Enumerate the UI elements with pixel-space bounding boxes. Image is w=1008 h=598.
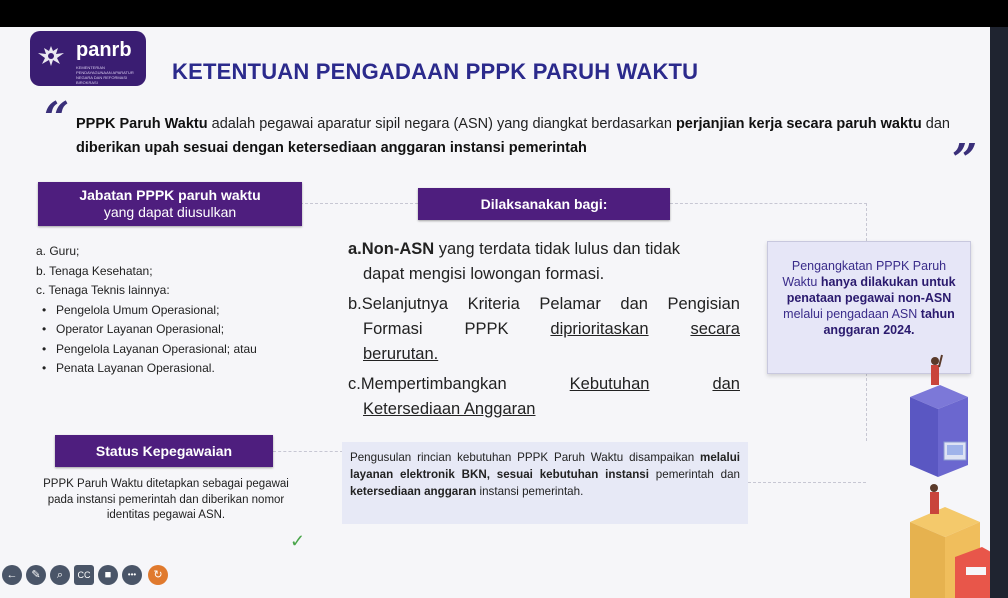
connector-line [300, 203, 418, 204]
open-quote-icon: “ [44, 93, 70, 144]
page-title: KETENTUAN PENGADAAN PPPK PARUH WAKTU [172, 59, 699, 84]
list-subitem: • Pengelola Umum Operasional; [36, 301, 257, 321]
captions-icon[interactable]: CC [74, 565, 94, 585]
info-box: Pengangkatan PPPK Paruh Waktu hanya dilakukan untuk penataan pegawai non-ASN melalui pengadaan ASN tahun anggaran 2024. [767, 241, 971, 374]
list-item: b. Tenaga Kesehatan; [36, 263, 153, 278]
building-blocks-illustration-icon [900, 347, 1000, 598]
pengusulan-note: Pengusulan rincian kebutuhan PPPK Paruh Waktu disampaikan melalui layanan elektronik BKN, sesuai kebutuhan instansi pemerintah dan ketersediaan anggaran instansi pemerintah. [342, 442, 748, 524]
refresh-icon[interactable]: ↻ [148, 565, 168, 585]
camera-icon[interactable]: ■ [98, 565, 118, 585]
connector-line [273, 451, 343, 452]
list-subitem: • Operator Layanan Operasional; [36, 320, 257, 340]
status-header: Status Kepegawaian [55, 435, 273, 467]
definition-text: PPPK Paruh Waktu adalah pegawai aparatur sipil negara (ASN) yang diangkat berdasarkan perjanjian kerja secara paruh waktu dan diberikan upah sesuai dengan ketersediaan anggaran instansi pemerintah [76, 116, 950, 156]
logo-subtitle: KEMENTERIAN PENDAYAGUNAAN APARATUR NEGARA DAN REFORMASI BIROKRASI [76, 65, 134, 85]
more-options-icon[interactable]: ••• [122, 565, 142, 585]
presentation-toolbar [0, 563, 180, 587]
back-arrow-icon[interactable]: ← [2, 565, 22, 585]
dilaksanakan-points [348, 237, 740, 427]
list-subitem: • Penata Layanan Operasional. [36, 359, 257, 379]
zoom-icon[interactable]: ⌕ [50, 565, 70, 585]
right-edge-bar [990, 27, 1008, 598]
dilaksanakan-header: Dilaksanakan bagi: [418, 188, 670, 220]
garuda-emblem-icon [36, 43, 66, 69]
logo-name: panrb [76, 39, 132, 61]
connector-line [748, 482, 866, 483]
point-a: a.Non-ASN yang terdata tidak lulus dan tidak dapat mengisi lowongan formasi. [348, 240, 680, 283]
point-c: c.Mempertimbangkan Kebutuhan dan Ketersediaan Anggaran [348, 375, 740, 418]
panrb-logo [30, 31, 146, 86]
check-icon: ✓ [290, 531, 306, 551]
pen-icon[interactable]: ✎ [26, 565, 46, 585]
list-item: c. Tenaga Teknis lainnya: [36, 283, 170, 297]
status-text: PPPK Paruh Waktu ditetapkan sebagai pegawai pada instansi pemerintah dan diberikan nomor identitas pegawai ASN. [43, 478, 289, 521]
list-item: a. Guru; [36, 244, 80, 258]
jabatan-list [36, 242, 257, 379]
point-b: b.Selanjutnya Kriteria Pelamar dan Pengisian Formasi PPPK diprioritaskan secara berurutan. [348, 295, 740, 363]
definition-term: PPPK Paruh Waktu [76, 116, 208, 132]
close-quote-icon: ” [952, 135, 978, 186]
slide [0, 27, 1008, 598]
list-subitem: • Pengelola Layanan Operasional; atau [36, 340, 257, 360]
jabatan-header: Jabatan PPPK paruh waktu yang dapat diusulkan [38, 182, 302, 226]
